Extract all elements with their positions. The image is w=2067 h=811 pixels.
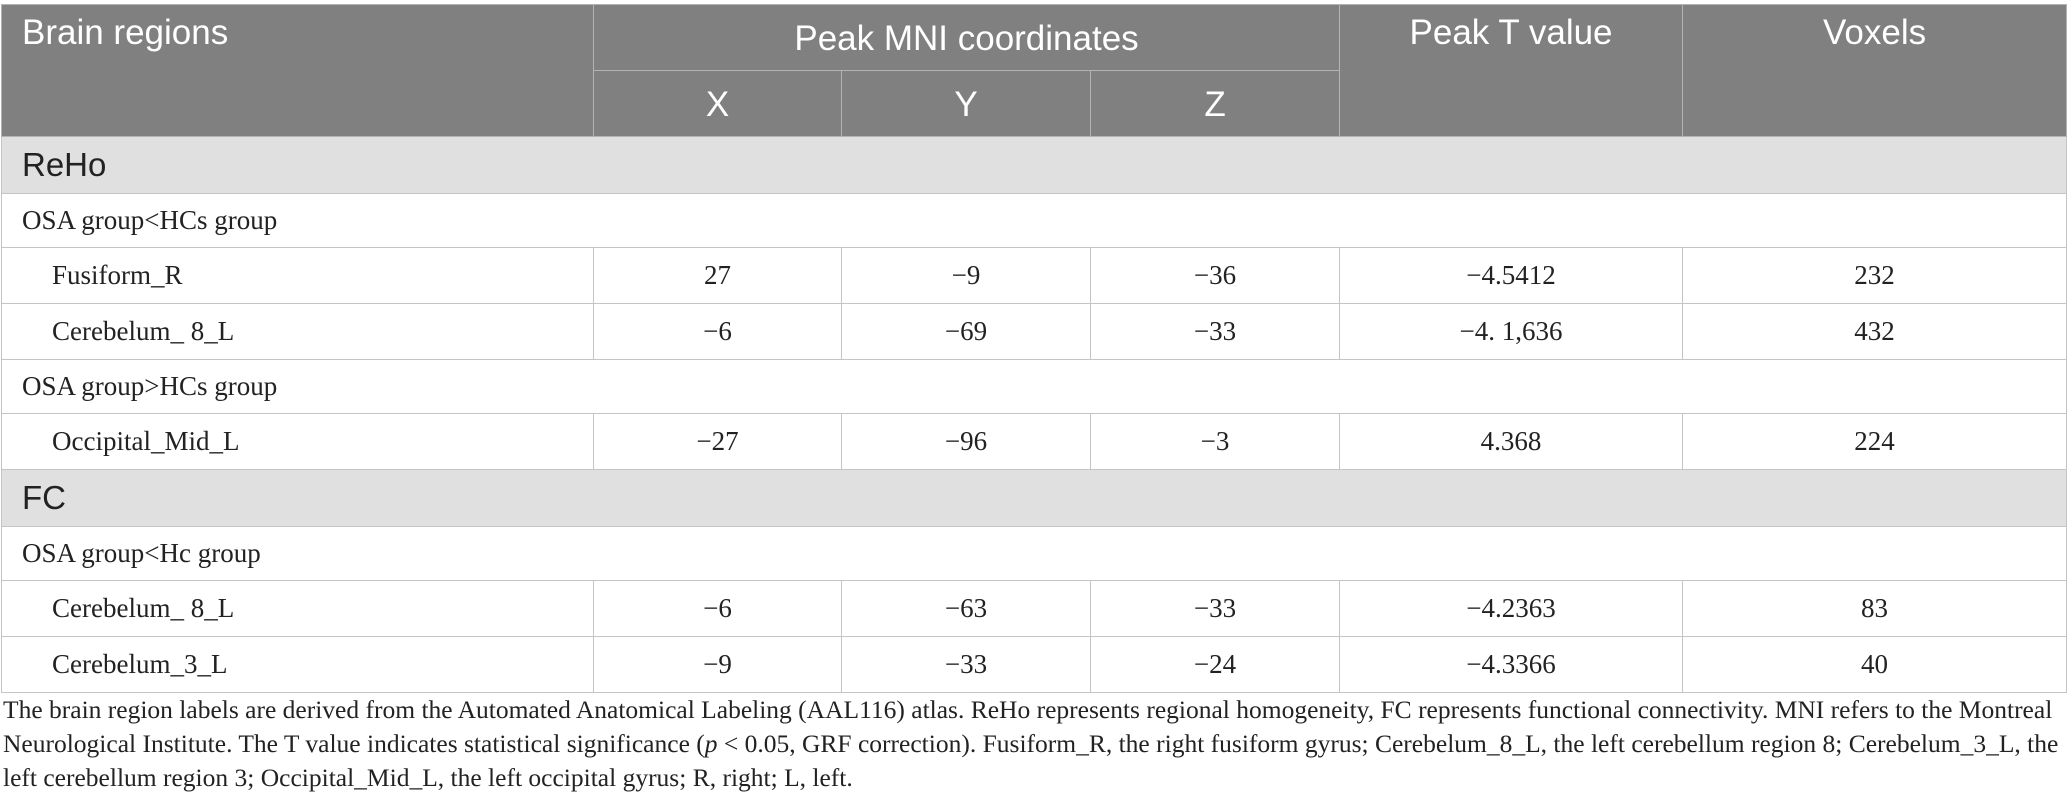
header-peak-mni: Peak MNI coordinates [594,5,1340,71]
header-y: Y [842,71,1091,137]
cell-t: −4.5412 [1340,248,1683,304]
table-row [2,581,2067,637]
cell-y: −33 [842,637,1091,693]
header-voxels: Voxels [1683,5,2067,137]
cell-t: 4.368 [1340,414,1683,470]
header-x: X [594,71,842,137]
table-footnote [3,693,2063,795]
cell-region: Cerebelum_ 8_L [2,304,594,360]
header-row-1 [2,5,2067,71]
cell-y: −96 [842,414,1091,470]
cell-region: Fusiform_R [2,248,594,304]
cell-x: −9 [594,637,842,693]
cell-voxels: 224 [1683,414,2067,470]
cell-y: −9 [842,248,1091,304]
cell-x: 27 [594,248,842,304]
header-peak-t: Peak T value [1340,5,1683,137]
results-table [1,4,2067,693]
section-row-reho [2,137,2067,194]
group-label: OSA group>HCs group [2,360,2067,414]
cell-z: −33 [1091,581,1340,637]
footnote-p-italic: p [704,729,718,758]
cell-z: −3 [1091,414,1340,470]
footnote-text-1: The brain region labels are derived from the Automated Anatomical Labeling (AAL116) atlas. ReHo represents regional homogeneity, FC represents functional connectivity. MNI refers to the Montreal Neurological Institute. The T value indicates statistical significance ( [3,695,2053,758]
cell-voxels: 40 [1683,637,2067,693]
cell-region: Occipital_Mid_L [2,414,594,470]
cell-region: Cerebelum_ 8_L [2,581,594,637]
cell-z: −24 [1091,637,1340,693]
cell-voxels: 83 [1683,581,2067,637]
cell-t: −4.3366 [1340,637,1683,693]
cell-t: −4. 1,636 [1340,304,1683,360]
cell-x: −27 [594,414,842,470]
cell-t: −4.2363 [1340,581,1683,637]
group-row [2,360,2067,414]
section-row-fc [2,470,2067,527]
table-row [2,248,2067,304]
group-row [2,194,2067,248]
cell-x: −6 [594,304,842,360]
cell-z: −33 [1091,304,1340,360]
cell-region: Cerebelum_3_L [2,637,594,693]
header-brain-regions: Brain regions [2,5,594,137]
table-row [2,637,2067,693]
table-row [2,304,2067,360]
table-row [2,414,2067,470]
group-row [2,527,2067,581]
footnote-text-2: < 0.05, GRF correction). Fusiform_R, the right fusiform gyrus; Cerebelum_8_L, the left cerebellum region 8; Cerebelum_3_L, the left cerebellum region 3; Occipital_Mid_L, the left occipital gyrus; R, right; L, left. [3,729,2059,792]
section-title: ReHo [2,137,2067,194]
cell-y: −63 [842,581,1091,637]
cell-x: −6 [594,581,842,637]
group-label: OSA group<Hc group [2,527,2067,581]
section-title: FC [2,470,2067,527]
cell-voxels: 432 [1683,304,2067,360]
header-z: Z [1091,71,1340,137]
group-label: OSA group<HCs group [2,194,2067,248]
cell-y: −69 [842,304,1091,360]
cell-z: −36 [1091,248,1340,304]
cell-voxels: 232 [1683,248,2067,304]
